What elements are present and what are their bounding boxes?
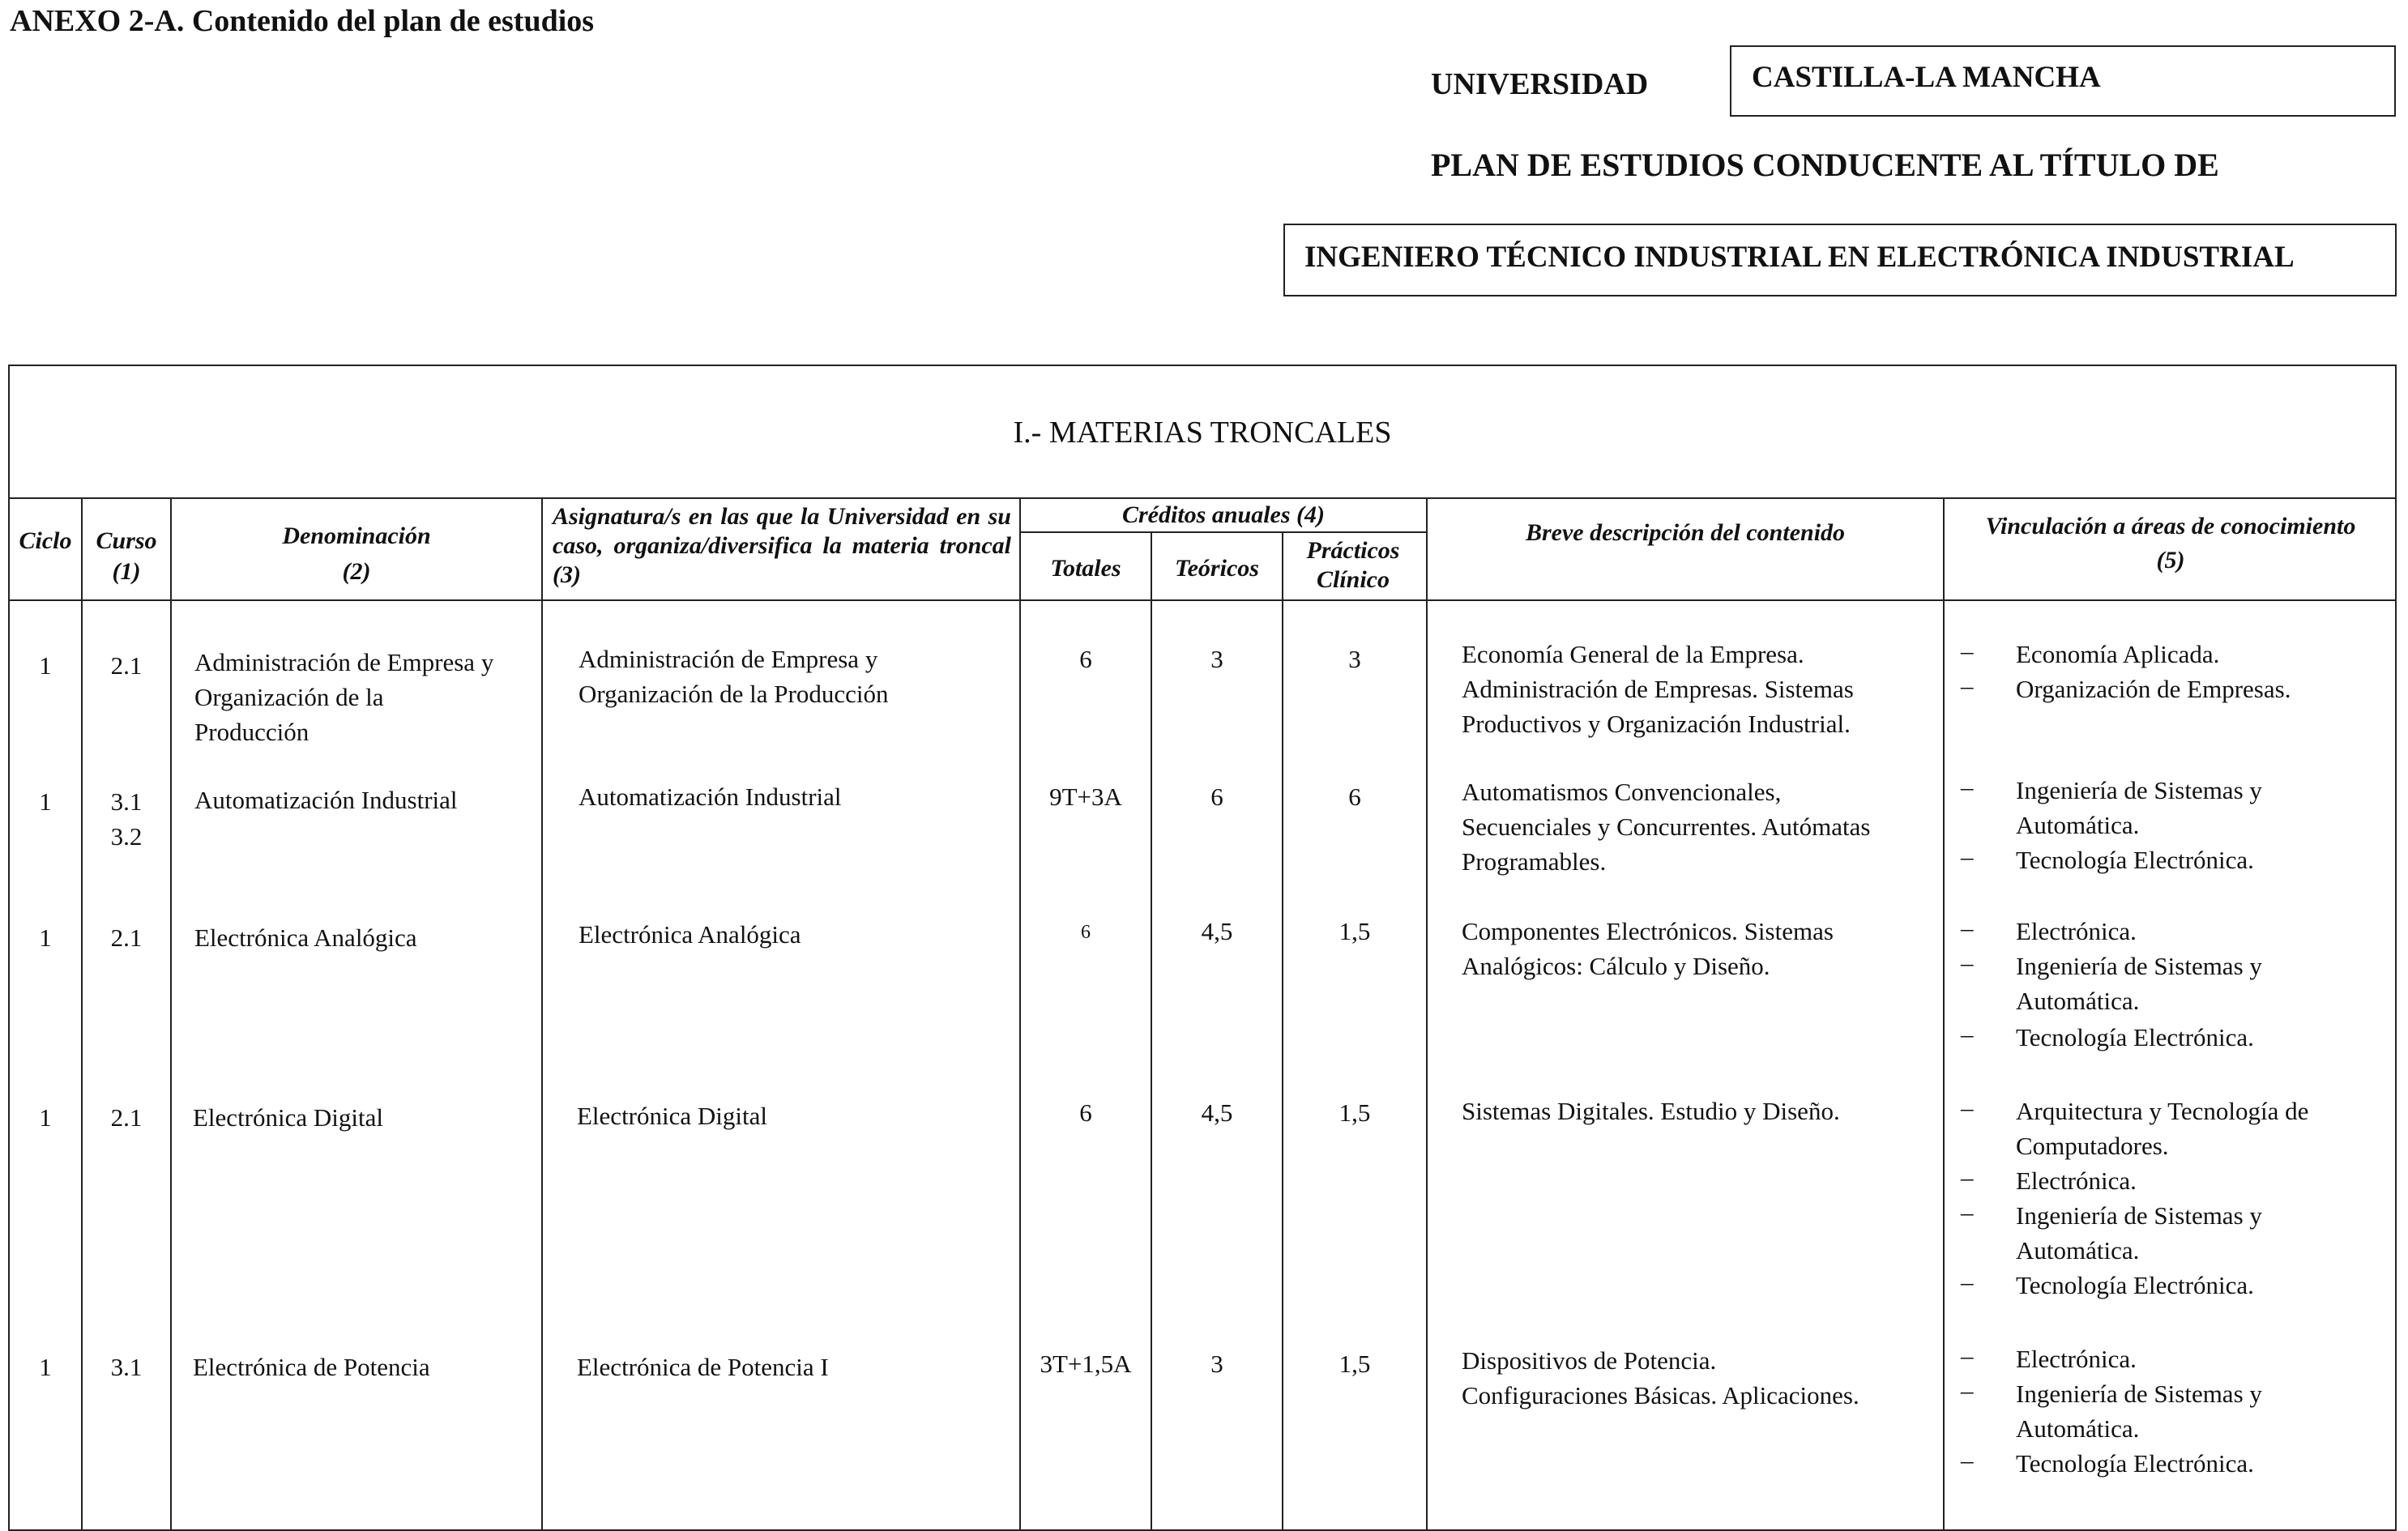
table-row-2-area-1: Ingeniería de Sistemas y Automática. [2016, 776, 2262, 839]
area-bullet: – [1961, 1268, 1974, 1296]
area-bullet: – [1961, 949, 1974, 977]
table-row-3-descripcion: Componentes Electrónicos. Sistemas Analógicos: Cálculo y Diseño. [1462, 917, 1834, 980]
table-row-3-practicos: 1,5 [1338, 917, 1371, 945]
header-vinculacion: Vinculación a áreas de conocimiento [1985, 513, 2356, 539]
col-divider-curso [170, 497, 172, 1531]
col-divider-descripcion [1943, 497, 1945, 1531]
header-practicos: Prácticos Clínico [1306, 537, 1400, 593]
table-row-5-denominacion: Electrónica de Potencia [193, 1353, 430, 1381]
table-row-2-area-2: Tecnología Electrónica. [2016, 846, 2254, 874]
area-bullet: – [1961, 1341, 1974, 1370]
header-ciclo: Ciclo [19, 527, 72, 554]
header-curso-note: (1) [112, 558, 141, 585]
table-row-5-practicos: 1,5 [1338, 1350, 1371, 1378]
table-row-5-area-3: Tecnología Electrónica. [2016, 1449, 2254, 1478]
header-curso: Curso [96, 527, 157, 554]
table-row-4-curso: 2.1 [110, 1103, 143, 1132]
table-row-5-asignatura: Electrónica de Potencia I [577, 1353, 829, 1381]
table-row-2-denominacion: Automatización Industrial [194, 786, 458, 814]
credits-sub-line [1019, 531, 1426, 533]
area-bullet: – [1961, 672, 1974, 700]
header-denominacion: Denominación [282, 522, 431, 549]
table-row-5-area-1: Electrónica. [2016, 1345, 2137, 1373]
table-row-3-curso: 2.1 [110, 923, 143, 952]
header-creditos: Créditos anuales (4) [1121, 501, 1326, 528]
area-bullet: – [1961, 773, 1974, 801]
table-row-5-descripcion: Dispositivos de Potencia. Configuraciones Básicas. Aplicaciones. [1462, 1346, 1859, 1409]
table-row-3-totales: 6 [1081, 922, 1091, 943]
area-bullet: – [1961, 914, 1974, 942]
table-row-2-ciclo: 1 [39, 787, 52, 816]
table-row-4-area-3: Ingeniería de Sistemas y Automática. [2016, 1201, 2262, 1264]
area-bullet: – [1961, 1094, 1974, 1122]
table-row-1-area-2: Organización de Empresas. [2016, 675, 2291, 703]
table-row-2-descripcion: Automatismos Convencionales, Secuenciales y Concurrentes. Autómatas Programables. [1462, 778, 1871, 876]
university-label: UNIVERSIDAD [1431, 67, 1649, 101]
header-bottom-line [8, 599, 2397, 601]
col-divider-denominacion [541, 497, 543, 1531]
table-row-5-ciclo: 1 [39, 1353, 52, 1381]
table-row-4-denominacion: Electrónica Digital [193, 1103, 383, 1132]
table-row-3-area-2: Ingeniería de Sistemas y Automática. [2016, 952, 2262, 1015]
table-row-4-area-1: Arquitectura y Tecnología de Computadores. [2016, 1097, 2309, 1160]
table-row-4-practicos: 1,5 [1338, 1098, 1371, 1127]
area-bullet: – [1961, 1198, 1974, 1226]
table-row-1-asignatura: Administración de Empresa y Organización de la Producción [579, 645, 889, 708]
table-row-3-denominacion: Electrónica Analógica [194, 923, 417, 952]
plan-title: PLAN DE ESTUDIOS CONDUCENTE AL TÍTULO DE [1431, 147, 2219, 183]
table-row-5-area-2: Ingeniería de Sistemas y Automática. [2016, 1380, 2262, 1443]
table-row-4-totales: 6 [1079, 1098, 1092, 1127]
col-divider-creditos [1426, 497, 1428, 1531]
header-asignatura: Asignatura/s en las que la Universidad en su caso, organiza/diversifica la materia troncal (3) [553, 503, 1011, 588]
university-name: CASTILLA-LA MANCHA [1752, 61, 2101, 94]
table-row-2-asignatura: Automatización Industrial [579, 783, 842, 811]
table-row-4-area-2: Electrónica. [2016, 1166, 2137, 1195]
table-row-4-teoricos: 4,5 [1201, 1098, 1233, 1127]
area-bullet: – [1961, 842, 1974, 871]
table-row-1-denominacion: Administración de Empresa y Organización de la Producción [194, 648, 494, 746]
table-row-1-practicos: 3 [1348, 645, 1361, 673]
table-row-3-area-1: Electrónica. [2016, 917, 2137, 945]
table-row-1-ciclo: 1 [39, 651, 52, 680]
header-vinculacion-note: (5) [2156, 547, 2185, 574]
table-row-3-teoricos: 4,5 [1201, 917, 1233, 945]
table-row-2-curso: 3.1 3.2 [110, 787, 143, 851]
table-row-5-totales: 3T+1,5A [1040, 1350, 1132, 1378]
table-row-1-area-1: Economía Aplicada. [2016, 640, 2220, 668]
table-row-1-curso: 2.1 [110, 651, 143, 680]
header-teoricos: Teóricos [1175, 555, 1259, 582]
table-row-1-totales: 6 [1079, 645, 1092, 673]
area-bullet: – [1961, 1376, 1974, 1405]
table-row-4-ciclo: 1 [39, 1103, 52, 1132]
table-row-5-curso: 3.1 [110, 1353, 143, 1381]
annex-title: ANEXO 2-A. Contenido del plan de estudios [10, 4, 595, 38]
table-row-2-totales: 9T+3A [1049, 783, 1122, 811]
table-row-5-teoricos: 3 [1210, 1350, 1223, 1378]
table-row-1-descripcion: Economía General de la Empresa. Administración de Empresas. Sistemas Productivos y Organización Industrial. [1462, 640, 1854, 738]
table-row-4-area-4: Tecnología Electrónica. [2016, 1271, 2254, 1299]
table-row-4-descripcion: Sistemas Digitales. Estudio y Diseño. [1462, 1097, 1840, 1125]
header-descripcion: Breve descripción del contenido [1525, 519, 1846, 546]
header-totales: Totales [1050, 555, 1121, 582]
degree-name: INGENIERO TÉCNICO INDUSTRIAL EN ELECTRÓNICA INDUSTRIAL [1304, 241, 2295, 274]
header-denominacion-note: (2) [342, 558, 371, 585]
area-bullet: – [1961, 1020, 1974, 1048]
table-row-4-asignatura: Electrónica Digital [577, 1102, 767, 1130]
table-row-3-asignatura: Electrónica Analógica [579, 920, 801, 949]
table-row-2-teoricos: 6 [1210, 783, 1223, 811]
area-bullet: – [1961, 637, 1974, 665]
table-row-1-teoricos: 3 [1210, 645, 1223, 673]
table-row-2-practicos: 6 [1348, 783, 1361, 811]
table-row-3-area-3: Tecnología Electrónica. [2016, 1023, 2254, 1051]
header-top-line [8, 497, 2397, 499]
section-title: I.- MATERIAS TRONCALES [1013, 416, 1392, 450]
table-row-3-ciclo: 1 [39, 923, 52, 952]
area-bullet: – [1961, 1446, 1974, 1474]
area-bullet: – [1961, 1163, 1974, 1192]
